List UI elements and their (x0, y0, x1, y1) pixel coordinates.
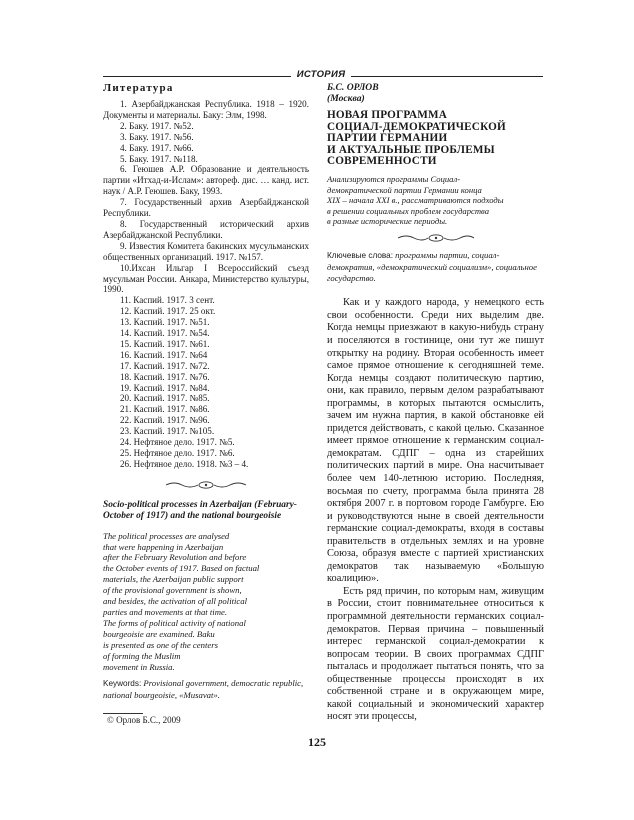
article-title-line: ПАРТИИ ГЕРМАНИИ (327, 132, 448, 145)
reference-item: 16. Каспий. 1917. №64 (120, 349, 208, 360)
article-title-line: И АКТУАЛЬНЫЕ ПРОБЛЕМЫ (327, 143, 495, 156)
reference-item: 23. Каспий. 1917. №105. (120, 426, 215, 437)
article-affiliation: (Москва) (327, 93, 365, 104)
english-abstract-line: is presented as one of the centers (103, 639, 219, 650)
reference-item: 4. Баку. 1917. №66. (120, 142, 194, 153)
reference-item: 2. Баку. 1917. №52. (120, 120, 194, 131)
copyright-note: © Орлов Б.С., 2009 (107, 715, 181, 725)
russian-abstract-line: Анализируются программы Социал- (327, 173, 461, 184)
right-column (327, 82, 544, 724)
section-title: ИСТОРИЯ (296, 69, 346, 80)
page-number: 125 (308, 735, 326, 749)
english-abstract-line: parties and movements at that time. (103, 606, 228, 617)
russian-abstract-line: в разные исторические периоды. (327, 216, 448, 227)
reference-item: 21. Каспий. 1917. №86. (120, 404, 210, 415)
reference-item: 6. Геюшев А.Р. Образование и деятельность партии «Итхад-и-Ислам»: автореф. дис. … канд. ист. наук / А.Р. Геюшев. Баку, 1993. (103, 164, 309, 197)
reference-item: 9. Известия Комитета бакинских мусульманских общественных организаций. 1917. №157. (103, 240, 309, 262)
russian-abstract (327, 174, 544, 227)
reference-item: 26. Нефтяное дело. 1918. №3 – 4. (120, 458, 249, 469)
reference-item: 3. Баку. 1917. №56. (120, 131, 194, 142)
ornament-divider-icon (164, 479, 248, 491)
english-keywords (103, 678, 309, 701)
russian-keywords-text: программы партии, социал-демократия, «демократический социализм», социальное государство. (327, 249, 538, 283)
reference-item: 17. Каспий. 1917. №72. (120, 360, 210, 371)
reference-item: 13. Каспий. 1917. №51. (120, 317, 210, 328)
reference-item: 24. Нефтяное дело. 1917. №5. (120, 437, 235, 448)
header-rule-left (103, 76, 291, 77)
reference-item: 15. Каспий. 1917. №61. (120, 338, 210, 349)
article-title-line: СОЦИАЛ-ДЕМОКРАТИЧЕСКОЙ (327, 120, 506, 133)
article-body (327, 297, 544, 724)
left-column (103, 82, 309, 701)
article-title (327, 110, 544, 168)
english-abstract-line: the October events of 1917. Based on factual (103, 563, 260, 574)
article-title-line: НОВАЯ ПРОГРАММА (327, 109, 448, 121)
body-paragraph: Есть ряд причин, по которым нам, живущим в России, стоит повнимательнее относиться к программной деятельности германских социал-демократов. Первая причина – повышенный интерес германской социал-демократии к вопросам теории. В своих программах СДПГ пыталась и продолжает пытаться понять, что за общественные процессы происходят в их собственной стране и в окружающем мире, какой социальный и экономический характер носят эти процессы, (327, 585, 544, 723)
russian-abstract-line: демократической партии Германии конца (327, 184, 482, 195)
russian-abstract-line: XIX – начала XXI в., рассматриваются подходы (327, 195, 504, 206)
reference-item: 14. Каспий. 1917. №54. (120, 328, 210, 339)
english-abstract-line: of forming the Muslim (103, 650, 181, 661)
english-abstract-line: The forms of political activity of national (103, 617, 246, 628)
header-rule-right (351, 76, 543, 77)
reference-item: 20. Каспий. 1917. №85. (120, 393, 210, 404)
english-abstract (103, 531, 309, 673)
literature-heading: Литература (103, 82, 174, 94)
reference-item: 5. Баку. 1917. №118. (120, 153, 198, 164)
english-abstract-line: and besides, the activation of all political (103, 596, 248, 607)
english-keywords-text: Provisional government, democratic republic, national bourgeoisie, «Musavat». (103, 678, 304, 701)
reference-list (103, 99, 309, 470)
reference-item: 11. Каспий. 1917. 3 сент. (120, 295, 215, 306)
english-summary-title: Socio-political processes in Azerbaijan (February-October of 1917) and the national bourgeoisie (103, 499, 297, 522)
reference-item: 12. Каспий. 1917. 25 окт. (120, 306, 216, 317)
reference-item: 1. Азербайджанская Республика. 1918 – 1920. Документы и материалы. Баку: Элм, 1998. (103, 99, 309, 120)
english-abstract-line: The political processes are analysed (103, 530, 230, 541)
english-abstract-line: materials, the Azerbaijan public support (103, 574, 244, 585)
english-abstract-line: movement in Russia. (103, 661, 175, 672)
english-keywords-label: Keywords: (103, 679, 142, 689)
reference-item: 25. Нефтяное дело. 1917. №6. (120, 448, 235, 458)
reference-item: 22. Каспий. 1917. №96. (120, 415, 210, 426)
english-abstract-line: of the provisional government is shown, (103, 585, 242, 596)
article-author: Б.С. ОРЛОВ (327, 82, 379, 93)
english-abstract-line: bourgeoisie are examined. Baku (103, 628, 215, 639)
reference-item: 8. Государственный исторический архив Азербайджанской Республики. (103, 218, 309, 240)
reference-item: 7. Государственный архив Азербайджанской Республики. (103, 197, 309, 219)
footnote-rule (103, 713, 143, 714)
article-title-line: СОВРЕМЕННОСТИ (327, 155, 437, 168)
english-abstract-line: after the February Revolution and before (103, 552, 247, 563)
body-paragraph: Как и у каждого народа, у немецкого есть свои особенности. Среди них выделим две. Когда немцы приезжают в какую-нибудь страну и поселяются в гостинице, они тут же пишут открытку на родину. Вторая особенность имеет самое прямое отношение к сегодняшней теме. Когда немцы создают политическую партию, они, как правило, первым делом разрабатывают программы, в которых пытаются осмыслить, зачем им нужна партия, в какой обстановке ей придется действовать, с какой целью. Сказанное имеет прямое отношение к германским социал-демократам. СДПГ – одна из старейших политических партий в мире. Она насчитывает более чем 140-летнюю историю. Последняя, восьмая по счету, программа была принята 28 октября 2007 г. в портовом городе Гамбурге. Ею и руководствуются ныне в своей деятельности германские социал-демократы, входя в составы правительств в отдельных землях и на уровне Союза, образуя вместе с партией христианских демократов так называемую «Большую коалицию». (327, 297, 544, 585)
russian-keywords-label: Ключевые слова: (327, 250, 393, 260)
ornament-divider-icon (396, 232, 476, 244)
russian-abstract-line: в решении социальных проблем государства (327, 205, 489, 216)
russian-keywords (327, 250, 544, 283)
reference-item: 18. Каспий. 1917. №76. (120, 371, 210, 382)
reference-item: 10.Ихсан Ильгар I Всероссийский съезд мусульман России. Анкара, Министерство культуры, 1990. (103, 262, 309, 295)
english-abstract-line: that were happening in Azerbaijan (103, 541, 224, 552)
reference-item: 19. Каспий. 1917. №84. (120, 382, 210, 393)
